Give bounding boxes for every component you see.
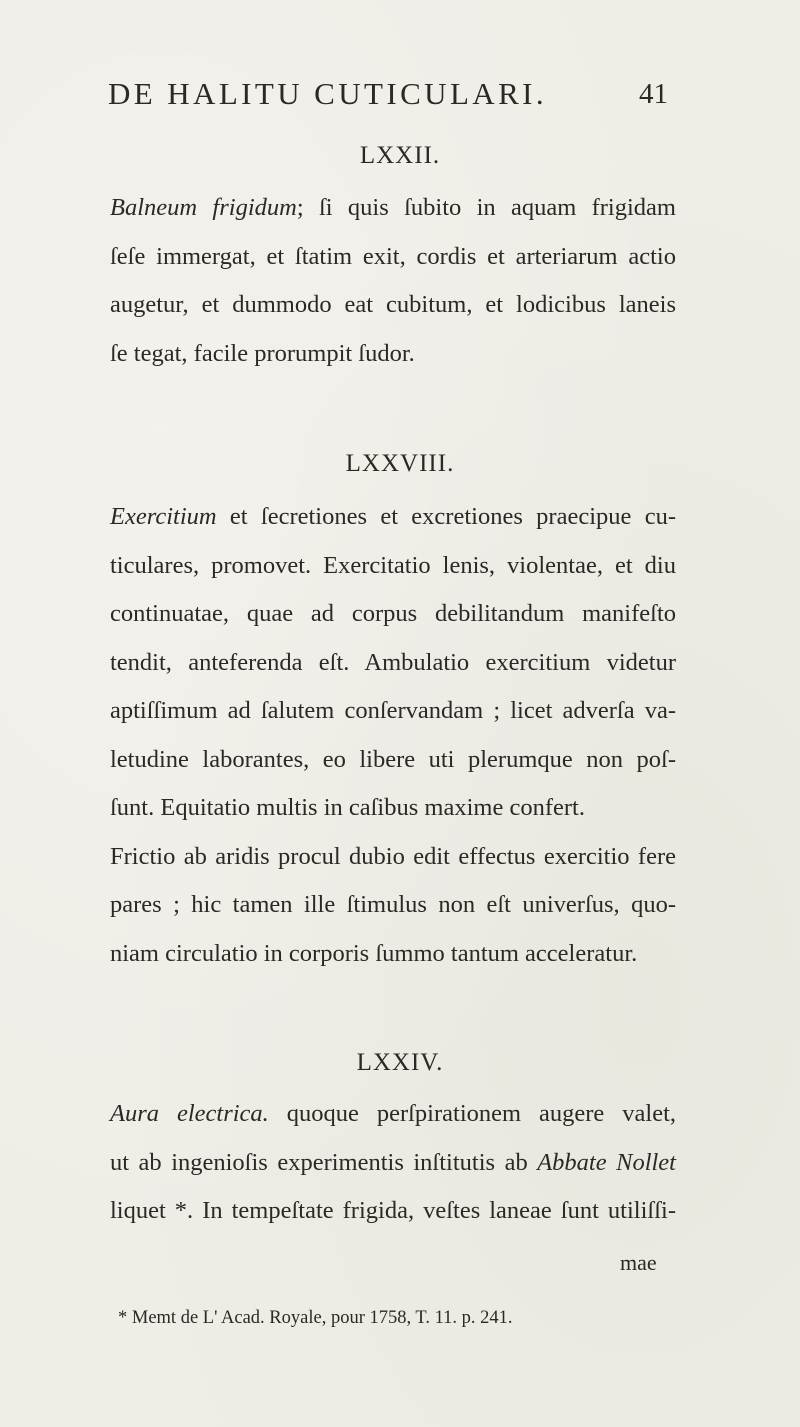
- footnote: * Memt de L' Acad. Royale, pour 1758, T. 11. p. 241.: [118, 1308, 513, 1328]
- person-name: Abbate Nollet: [537, 1148, 676, 1176]
- paragraph-line: niam circulatio in corporis ſummo tantum acceleratur.: [110, 939, 638, 967]
- lead-term: Balneum frigidum: [110, 194, 297, 221]
- paragraph-line: ſunt. Equitatio multis in caſibus maxime confert.: [110, 794, 585, 821]
- paragraph-line: Aura electrica. quoque perſpirationem augere valet,: [110, 1100, 677, 1127]
- paragraph-line: ticulares, promovet. Exercitatio lenis, violentae, et diu: [110, 551, 676, 579]
- section-heading-lxxiv: LXXIV.: [356, 1049, 444, 1076]
- paragraph-line: Frictio ab aridis procul dubio edit effectus exercitio fere: [110, 842, 676, 870]
- section-body-lxxviii: [110, 493, 676, 978]
- paragraph-line: continuatae, quae ad corpus debilitandum manifeſto: [110, 600, 676, 627]
- section-body-lxxiv: [110, 1090, 676, 1236]
- paragraph-line: Balneum frigidum; ſi quis ſubito in aquam frigidam: [110, 194, 676, 221]
- paragraph-line: ſeſe immergat, et ſtatim exit, cordis et arteriarum actio: [110, 242, 676, 270]
- paragraph-line: pares ; hic tamen ille ſtimulus non eſt univerſus, quo-: [110, 891, 676, 918]
- paragraph-line: Exercitium et ſecretiones et excretiones praecipue cu-: [110, 503, 676, 530]
- lead-term: Aura electrica.: [110, 1100, 269, 1127]
- lead-term: Exercitium: [110, 503, 217, 530]
- paragraph-line: ſe tegat, facile prorumpit ſudor.: [110, 339, 415, 367]
- paragraph-line: letudine laborantes, eo libere uti plerumque non poſ-: [110, 745, 676, 773]
- paragraph-line: augetur, et dummodo eat cubitum, et lodicibus laneis: [110, 291, 676, 318]
- paragraph-line: liquet *. In tempeſtate frigida, veſtes laneae ſunt utiliſſi-: [110, 1197, 676, 1224]
- paragraph-line: tendit, anteferenda eſt. Ambulatio exercitium videtur: [110, 648, 676, 676]
- catchword: mae: [620, 1250, 657, 1275]
- section-body-lxxii: [110, 184, 676, 378]
- section-heading-lxxii: LXXII.: [359, 142, 441, 169]
- page-number: 41: [639, 78, 668, 110]
- running-head: DE HALITU CUTICULARI.: [108, 76, 548, 111]
- page-header: [108, 78, 668, 118]
- paragraph-line: ut ab ingenioſis experimentis inſtitutis ab Abbate Nollet: [110, 1148, 676, 1176]
- paragraph-line: aptiſſimum ad ſalutem conſervandam ; licet adverſa va-: [110, 697, 676, 724]
- section-heading-lxxviii: LXXVIII.: [345, 450, 455, 477]
